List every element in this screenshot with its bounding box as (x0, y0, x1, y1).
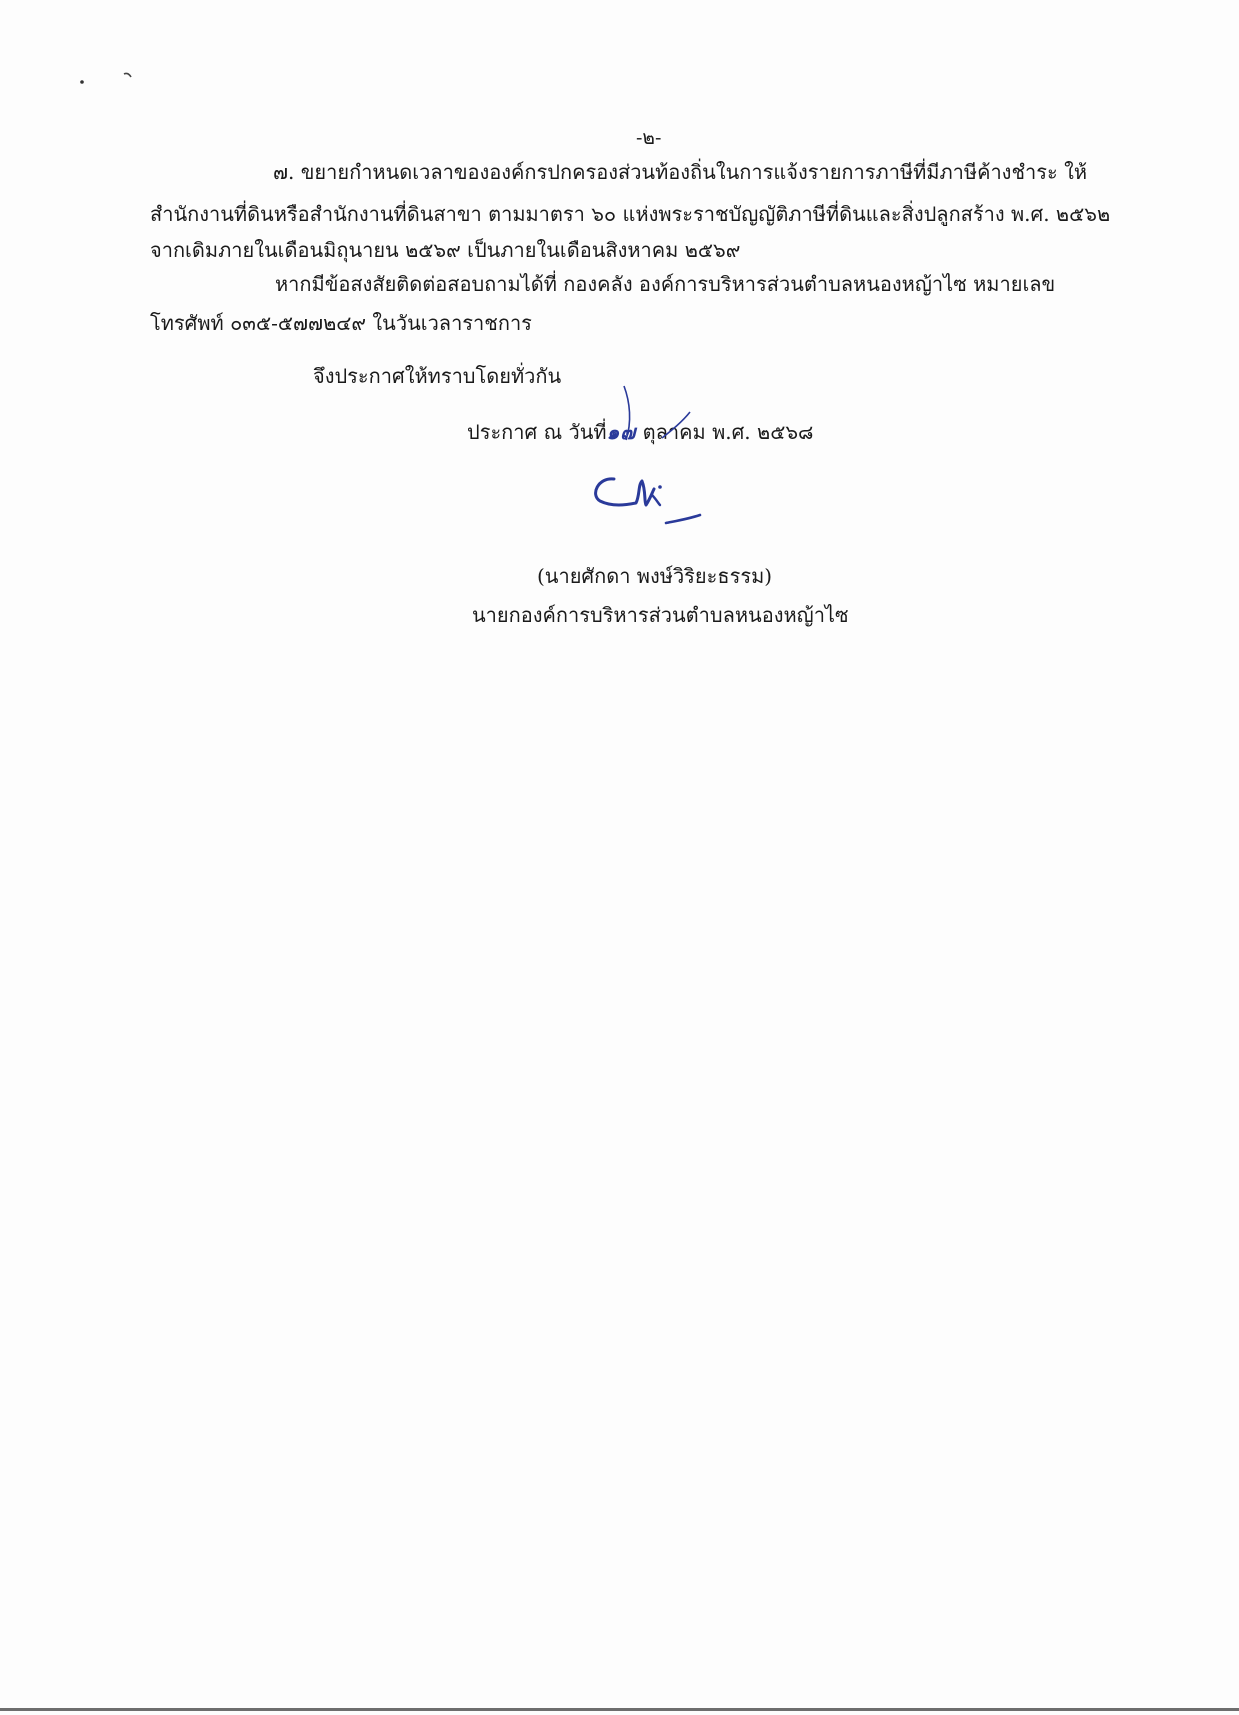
paragraph-2-line-2: โทรศัพท์ ๐๓๕-๕๗๗๒๔๙ ในวันเวลาราชการ (150, 311, 532, 335)
date-day-handwritten: ๑๗ (606, 420, 637, 444)
handwritten-signature-icon (588, 465, 738, 545)
paragraph-1-line-2: สำนักงานที่ดินหรือสำนักงานที่ดินสาขา ตามมาตรา ๖๐ แห่งพระราชบัญญัติภาษีที่ดินและสิ่งปลูกสร้าง พ.ศ. ๒๕๖๒ (150, 202, 1111, 226)
paragraph-2-line-1: หากมีข้อสงสัยติดต่อสอบถามได้ที่ กองคลัง องค์การบริหารส่วนตำบลหนองหญ้าไซ หมายเลข (275, 272, 1056, 296)
signer-title: นายกองค์การบริหารส่วนตำบลหนองหญ้าไซ (472, 603, 849, 627)
page-number: -๒- (636, 127, 662, 149)
paragraph-1-line-3: จากเดิมภายในเดือนมิถุนายน ๒๕๖๙ เป็นภายในเดือนสิงหาคม ๒๕๖๙ (150, 238, 741, 262)
closing-statement: จึงประกาศให้ทราบโดยทั่วกัน (313, 364, 562, 388)
scan-bottom-edge (0, 1708, 1239, 1711)
signer-name: (นายศักดา พงษ์วิริยะธรรม) (537, 564, 773, 588)
date-suffix: ตุลาคม พ.ศ. ๒๕๖๘ (636, 420, 814, 444)
scan-specks (0, 0, 200, 120)
pen-flourish-icon (612, 382, 692, 452)
paragraph-1-line-1: ๗. ขยายกำหนดเวลาขององค์กรปกครองส่วนท้องถิ่นในการแจ้งรายการภาษีที่มีภาษีค้างชำระ ให้ (273, 160, 1088, 184)
date-prefix: ประกาศ ณ วันที่ (467, 420, 607, 444)
